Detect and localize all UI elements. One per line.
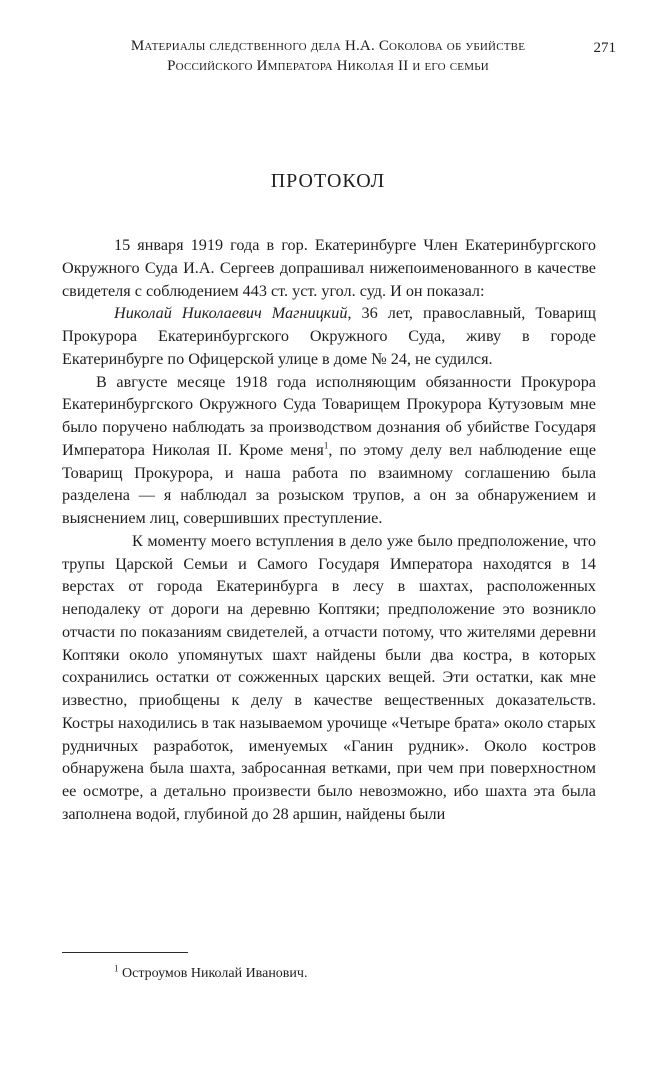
running-head-line-2: Российского Императора Николая II и его семьи	[167, 58, 489, 74]
witness-details: , 36 лет, православный, Товарищ Прокурора Екатеринбургского Окружного Суда, живу в городе Екатеринбурге по Офицерской улице в доме № 24, не судился.	[62, 304, 597, 368]
body-text	[62, 234, 596, 826]
footnote	[114, 965, 307, 983]
running-head	[60, 36, 596, 76]
assignment-text-b: , по этому делу вел наблюдение еще Товарищ Прокурора, и наша работа по взаимному соглашению была разделена — я наблюдал за розыском трупов, а он за обнаружением и выяснением лиц, совершивших преступление.	[62, 440, 597, 527]
page-number: 271	[593, 40, 616, 56]
footnote-reference: 1	[323, 440, 329, 451]
footnote-text: Остроумов Николай Иванович.	[118, 966, 308, 981]
footnote-marker: 1	[114, 963, 119, 974]
footnote-divider	[62, 952, 188, 953]
paragraph-witness	[62, 302, 596, 370]
paragraph-intro: 15 января 1919 года в гор. Екатеринбурге Член Екатеринбургского Окружного Суда И.А. Сергеев допрашивал нижепоименованного в качестве свидетеля с соблюдением 443 ст. уст. угол. суд. И он показал:	[62, 236, 596, 300]
paragraph-investigation: К моменту моего вступления в дело уже было предположение, что трупы Царской Семьи и Самого Государя Императора находятся в 14 верстах от города Екатеринбурга в лесу в шахтах, расположенных неподалеку от дороги на деревню Коптяки; предположение это возникло отчасти по показаниям свидетелей, а отчасти потому, что жителями деревни Коптяки около упомянутых шахт найдены были два костра, в которых сохранились остатки от сожженных царских вещей. Эти остатки, как мне известно, приобщены к делу в качестве вещественных доказательств. Костры находились в так называемом урочище «Четыре брата» около старых рудничных разработок, именуемых «Ганин рудник». Около костров обнаружена была шахта, забросанная ветками, при чем при поверхностном ее осмотре, а детально произвести было невозможно, ибо шахта эта была заполнена водой, глубиной до 28 аршин, найдены были	[62, 531, 596, 823]
document-title: ПРОТОКОЛ	[270, 170, 386, 192]
witness-name: Николай Николаевич Магницкий	[114, 304, 348, 323]
paragraph-assignment	[62, 371, 596, 530]
running-head-line-1: Материалы следственного дела Н.А. Соколова об убийстве	[130, 38, 526, 54]
assignment-text-a: В августе месяце 1918 года исполняющим обязанности Прокурора Екатеринбургского Окружного Суда Товарищем Прокурора Кутузовым мне было поручено наблюдать за производством дознания об убийстве Государя Императора Николая II. Кроме меня	[62, 372, 596, 459]
